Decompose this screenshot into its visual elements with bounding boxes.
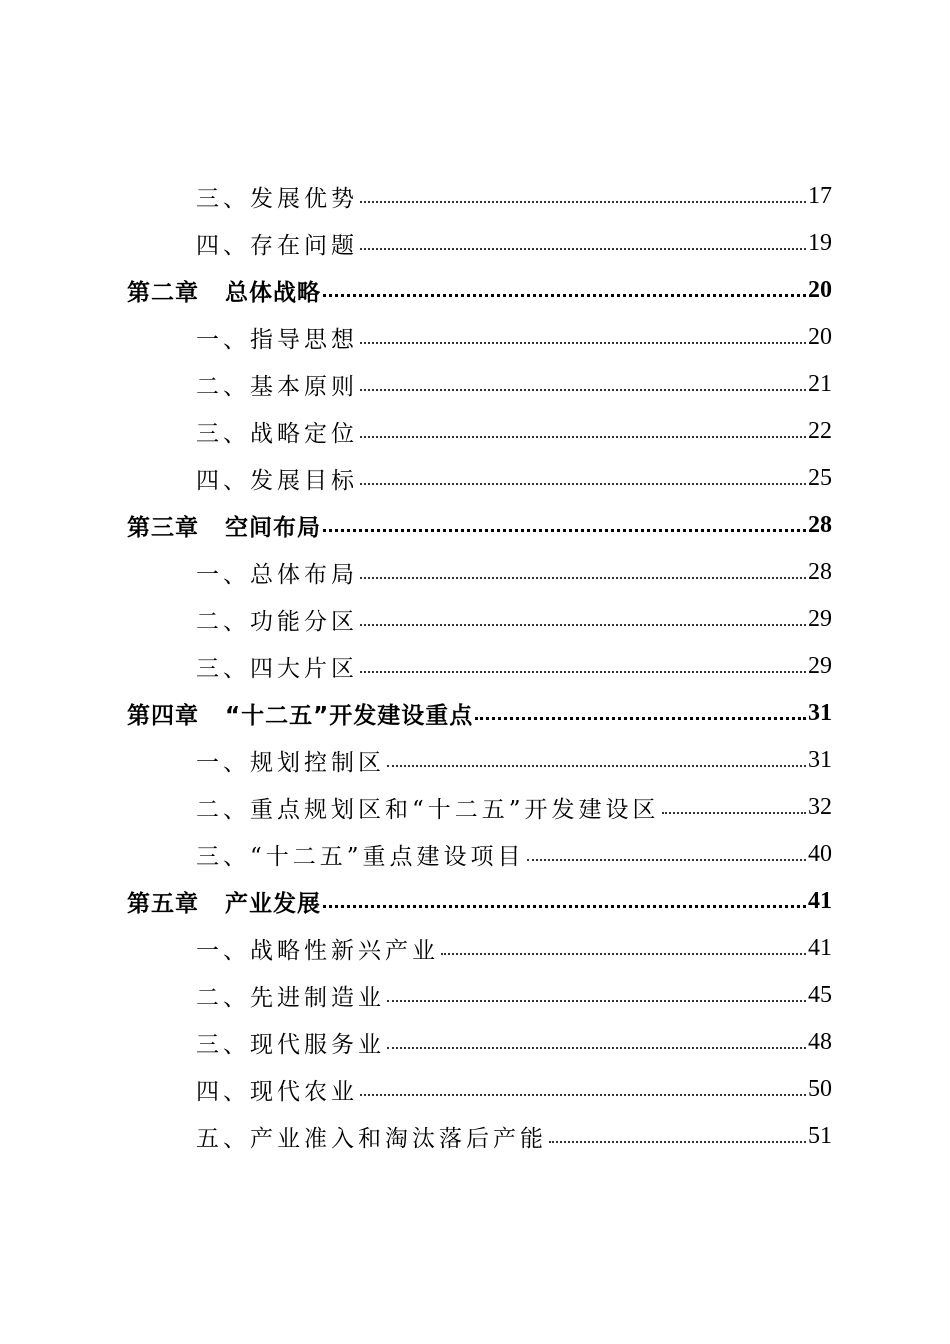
- toc-page-number: 50: [808, 1076, 832, 1102]
- toc-entry-label: 三、战略定位: [196, 421, 358, 447]
- toc-entry-label: 一、指导思想: [196, 327, 358, 353]
- toc-section-entry[interactable]: [0, 314, 950, 361]
- dot-leader: [360, 1094, 806, 1096]
- chapter-title: 总体战略: [225, 280, 321, 306]
- toc-page-number: 41: [808, 888, 832, 914]
- toc-chapter-label: [127, 509, 321, 542]
- toc-entry-label: 二、先进制造业: [196, 985, 385, 1011]
- toc-section-entry[interactable]: [0, 831, 950, 878]
- toc-page-number: 51: [808, 1123, 832, 1149]
- chapter-number: 第四章: [127, 703, 199, 729]
- toc-chapter-entry[interactable]: [0, 267, 950, 314]
- chapter-number: 第三章: [127, 515, 199, 541]
- dot-leader: [387, 765, 806, 767]
- toc-entry-label: 三、四大片区: [196, 656, 358, 682]
- toc-page-number: 48: [808, 1029, 832, 1055]
- dot-leader: [360, 483, 806, 485]
- toc-page-number: 45: [808, 982, 832, 1008]
- dot-leader: [441, 953, 806, 955]
- dot-leader: [360, 201, 806, 203]
- toc-chapter-entry[interactable]: [0, 502, 950, 549]
- toc-entry-label: 一、战略性新兴产业: [196, 938, 439, 964]
- dot-leader: [662, 812, 806, 814]
- toc-section-entry[interactable]: [0, 1113, 950, 1160]
- dot-leader: [323, 905, 806, 908]
- dot-leader: [387, 1000, 806, 1002]
- dot-leader: [387, 1047, 806, 1049]
- toc-entry-label: 五、产业准入和淘汰落后产能: [196, 1126, 547, 1152]
- dot-leader: [323, 529, 806, 532]
- toc-section-entry[interactable]: [0, 643, 950, 690]
- toc-section-entry[interactable]: [0, 220, 950, 267]
- toc-chapter-label: [127, 697, 473, 730]
- dot-leader: [360, 389, 806, 391]
- dot-leader: [527, 859, 806, 861]
- chapter-title: 产业发展: [225, 891, 321, 917]
- dot-leader: [323, 294, 806, 297]
- toc-entry-label: 一、规划控制区: [196, 750, 385, 776]
- toc-entry-label: 二、基本原则: [196, 374, 358, 400]
- dot-leader: [360, 248, 806, 250]
- toc-page-number: 22: [808, 418, 832, 444]
- dot-leader: [360, 342, 806, 344]
- toc-page-number: 29: [808, 606, 832, 632]
- toc-entry-label: 四、存在问题: [196, 233, 358, 259]
- chapter-number: 第二章: [127, 280, 199, 306]
- toc-section-entry[interactable]: [0, 925, 950, 972]
- toc-entry-label: 三、现代服务业: [196, 1032, 385, 1058]
- dot-leader: [475, 717, 806, 720]
- toc-section-entry[interactable]: [0, 784, 950, 831]
- dot-leader: [360, 671, 806, 673]
- toc-entry-label: 三、“十二五”重点建设项目: [196, 844, 525, 870]
- toc-page-number: 28: [808, 512, 832, 538]
- toc-section-entry[interactable]: [0, 596, 950, 643]
- toc-page-number: 28: [808, 559, 832, 585]
- toc-page-number: 21: [808, 371, 832, 397]
- toc-page-number: 29: [808, 653, 832, 679]
- table-of-contents: [0, 173, 950, 1160]
- toc-page-number: 17: [808, 183, 832, 209]
- toc-page-number: 31: [808, 747, 832, 773]
- chapter-number: 第五章: [127, 891, 199, 917]
- toc-section-entry[interactable]: [0, 408, 950, 455]
- toc-page-number: 32: [808, 794, 832, 820]
- toc-page-number: 41: [808, 935, 832, 961]
- toc-entry-label: 二、功能分区: [196, 609, 358, 635]
- toc-section-entry[interactable]: [0, 972, 950, 1019]
- toc-entry-label: 三、发展优势: [196, 186, 358, 212]
- toc-entry-label: 二、重点规划区和“十二五”开发建设区: [196, 797, 660, 823]
- toc-section-entry[interactable]: [0, 361, 950, 408]
- dot-leader: [360, 577, 806, 579]
- toc-entry-label: 四、现代农业: [196, 1079, 358, 1105]
- toc-entry-label: 一、总体布局: [196, 562, 358, 588]
- toc-section-entry[interactable]: [0, 455, 950, 502]
- chapter-title: 空间布局: [225, 515, 321, 541]
- toc-section-entry[interactable]: [0, 173, 950, 220]
- toc-chapter-label: [127, 274, 321, 307]
- toc-chapter-entry[interactable]: [0, 690, 950, 737]
- dot-leader: [360, 624, 806, 626]
- toc-page-number: 19: [808, 230, 832, 256]
- dot-leader: [360, 436, 806, 438]
- toc-section-entry[interactable]: [0, 1066, 950, 1113]
- toc-page-number: 31: [808, 700, 832, 726]
- toc-chapter-entry[interactable]: [0, 878, 950, 925]
- toc-section-entry[interactable]: [0, 1019, 950, 1066]
- toc-section-entry[interactable]: [0, 549, 950, 596]
- dot-leader: [549, 1141, 806, 1143]
- toc-page-number: 20: [808, 324, 832, 350]
- toc-chapter-label: [127, 885, 321, 918]
- toc-section-entry[interactable]: [0, 737, 950, 784]
- toc-page-number: 40: [808, 841, 832, 867]
- toc-page-number: 25: [808, 465, 832, 491]
- toc-page-number: 20: [808, 277, 832, 303]
- chapter-title: “十二五”开发建设重点: [225, 703, 474, 729]
- toc-entry-label: 四、发展目标: [196, 468, 358, 494]
